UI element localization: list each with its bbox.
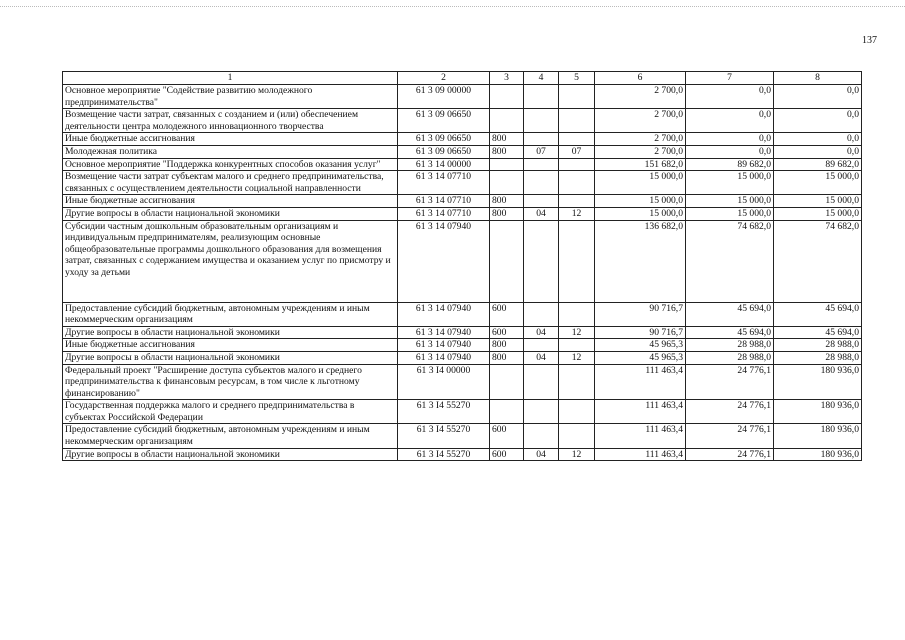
row-expense-type [490, 171, 524, 195]
scan-top-edge [0, 6, 905, 7]
row-target-code: 61 3 14 00000 [398, 158, 490, 171]
row-subsection: 12 [559, 207, 595, 220]
row-amount-col7: 15 000,0 [686, 171, 774, 195]
row-expense-type: 600 [490, 424, 524, 448]
row-amount-col6: 111 463,4 [595, 364, 686, 400]
row-amount-col8: 180 936,0 [774, 400, 862, 424]
row-target-code: 61 3 09 06650 [398, 145, 490, 158]
row-name: Другие вопросы в области национальной экономики [63, 448, 398, 461]
row-amount-col7: 89 682,0 [686, 158, 774, 171]
row-subsection [559, 171, 595, 195]
row-expense-type: 600 [490, 448, 524, 461]
row-amount-col7: 24 776,1 [686, 448, 774, 461]
row-amount-col7: 0,0 [686, 145, 774, 158]
row-amount-col7: 28 988,0 [686, 351, 774, 364]
row-amount-col8: 0,0 [774, 145, 862, 158]
row-amount-col8: 15 000,0 [774, 207, 862, 220]
row-amount-col8: 180 936,0 [774, 448, 862, 461]
column-header: 3 [490, 72, 524, 85]
row-amount-col6: 15 000,0 [595, 171, 686, 195]
row-amount-col7: 24 776,1 [686, 364, 774, 400]
table-row [63, 85, 862, 109]
row-amount-col6: 2 700,0 [595, 133, 686, 146]
row-target-code: 61 3 14 07940 [398, 326, 490, 339]
row-name: Иные бюджетные ассигнования [63, 133, 398, 146]
row-amount-col7: 28 988,0 [686, 339, 774, 352]
row-name: Субсидии частным дошкольным образовательным организациям и индивидуальным предпринимателям, реализующим основные общеобразовательные программы дошкольного образования для возмещения затрат, связанных с содержанием имущества и оказанием услуг по присмотру и уходу за детьми [63, 220, 398, 302]
row-name: Федеральный проект "Расширение доступа субъектов малого и среднего предпринимательства к финансовым ресурсам, в том числе к льготному финансированию" [63, 364, 398, 400]
row-amount-col8: 45 694,0 [774, 302, 862, 326]
row-amount-col7: 24 776,1 [686, 424, 774, 448]
row-amount-col6: 2 700,0 [595, 85, 686, 109]
row-subsection [559, 220, 595, 302]
row-name: Иные бюджетные ассигнования [63, 195, 398, 208]
row-expense-type: 800 [490, 207, 524, 220]
table-row [63, 207, 862, 220]
row-amount-col8: 45 694,0 [774, 326, 862, 339]
column-header: 7 [686, 72, 774, 85]
row-section [524, 85, 559, 109]
row-subsection [559, 158, 595, 171]
row-amount-col6: 15 000,0 [595, 207, 686, 220]
row-amount-col6: 136 682,0 [595, 220, 686, 302]
row-section [524, 220, 559, 302]
table-row [63, 195, 862, 208]
row-amount-col6: 111 463,4 [595, 448, 686, 461]
row-amount-col8: 180 936,0 [774, 364, 862, 400]
row-section [524, 400, 559, 424]
row-amount-col8: 0,0 [774, 85, 862, 109]
table-row [63, 448, 862, 461]
column-header: 1 [63, 72, 398, 85]
row-amount-col8: 0,0 [774, 133, 862, 146]
row-name: Другие вопросы в области национальной экономики [63, 207, 398, 220]
row-subsection [559, 302, 595, 326]
row-amount-col6: 2 700,0 [595, 145, 686, 158]
row-subsection [559, 400, 595, 424]
table-row [63, 109, 862, 133]
row-section: 04 [524, 207, 559, 220]
row-amount-col7: 15 000,0 [686, 195, 774, 208]
row-subsection: 07 [559, 145, 595, 158]
column-header: 6 [595, 72, 686, 85]
table-row [63, 158, 862, 171]
row-subsection [559, 133, 595, 146]
row-target-code: 61 3 09 06650 [398, 109, 490, 133]
row-name: Другие вопросы в области национальной экономики [63, 351, 398, 364]
row-section [524, 133, 559, 146]
row-section: 04 [524, 448, 559, 461]
row-section [524, 171, 559, 195]
row-amount-col6: 111 463,4 [595, 400, 686, 424]
row-subsection [559, 109, 595, 133]
row-target-code: 61 3 14 07710 [398, 171, 490, 195]
row-target-code: 61 3 I4 00000 [398, 364, 490, 400]
row-amount-col6: 45 965,3 [595, 351, 686, 364]
row-expense-type: 600 [490, 326, 524, 339]
column-header: 5 [559, 72, 595, 85]
table-row [63, 424, 862, 448]
row-amount-col8: 28 988,0 [774, 351, 862, 364]
row-subsection [559, 364, 595, 400]
row-amount-col7: 74 682,0 [686, 220, 774, 302]
row-amount-col8: 28 988,0 [774, 339, 862, 352]
row-section [524, 158, 559, 171]
table-row [63, 364, 862, 400]
row-expense-type: 800 [490, 145, 524, 158]
row-amount-col7: 15 000,0 [686, 207, 774, 220]
column-header: 8 [774, 72, 862, 85]
row-name: Государственная поддержка малого и среднего предпринимательства в субъектах Российской Федерации [63, 400, 398, 424]
row-expense-type [490, 109, 524, 133]
row-amount-col8: 15 000,0 [774, 171, 862, 195]
row-expense-type: 600 [490, 302, 524, 326]
row-amount-col8: 74 682,0 [774, 220, 862, 302]
column-header: 4 [524, 72, 559, 85]
row-amount-col6: 90 716,7 [595, 326, 686, 339]
row-expense-type [490, 400, 524, 424]
row-target-code: 61 3 14 07940 [398, 351, 490, 364]
row-target-code: 61 3 I4 55270 [398, 400, 490, 424]
row-amount-col8: 89 682,0 [774, 158, 862, 171]
row-amount-col8: 0,0 [774, 109, 862, 133]
row-amount-col6: 151 682,0 [595, 158, 686, 171]
table-row [63, 339, 862, 352]
row-target-code: 61 3 09 06650 [398, 133, 490, 146]
row-amount-col7: 0,0 [686, 85, 774, 109]
row-section [524, 364, 559, 400]
row-name: Иные бюджетные ассигнования [63, 339, 398, 352]
row-amount-col7: 24 776,1 [686, 400, 774, 424]
row-expense-type: 800 [490, 133, 524, 146]
row-amount-col8: 180 936,0 [774, 424, 862, 448]
table-row [63, 326, 862, 339]
row-subsection [559, 424, 595, 448]
row-amount-col6: 111 463,4 [595, 424, 686, 448]
row-target-code: 61 3 14 07710 [398, 207, 490, 220]
table-row [63, 220, 862, 302]
row-subsection [559, 195, 595, 208]
row-subsection [559, 339, 595, 352]
row-amount-col6: 2 700,0 [595, 109, 686, 133]
row-section [524, 195, 559, 208]
row-subsection: 12 [559, 326, 595, 339]
row-name: Предоставление субсидий бюджетным, автономным учреждениям и иным некоммерческим организациям [63, 302, 398, 326]
row-name: Возмещение части затрат, связанных с созданием и (или) обеспечением деятельности центра молодежного инновационного творчества [63, 109, 398, 133]
row-section: 04 [524, 351, 559, 364]
row-target-code: 61 3 14 07940 [398, 339, 490, 352]
row-section: 07 [524, 145, 559, 158]
row-expense-type [490, 85, 524, 109]
row-target-code: 61 3 14 07940 [398, 302, 490, 326]
row-section [524, 424, 559, 448]
table-row [63, 133, 862, 146]
row-name: Возмещение части затрат субъектам малого и среднего предпринимательства, связанных с осуществлением деятельности социальной направленности [63, 171, 398, 195]
row-expense-type [490, 158, 524, 171]
row-expense-type: 800 [490, 339, 524, 352]
row-target-code: 61 3 09 00000 [398, 85, 490, 109]
row-subsection: 12 [559, 351, 595, 364]
row-section: 04 [524, 326, 559, 339]
row-amount-col7: 0,0 [686, 133, 774, 146]
row-amount-col7: 45 694,0 [686, 302, 774, 326]
row-section [524, 109, 559, 133]
row-name: Молодежная политика [63, 145, 398, 158]
row-name: Основное мероприятие "Содействие развитию молодежного предпринимательства" [63, 85, 398, 109]
table-row [63, 145, 862, 158]
column-header: 2 [398, 72, 490, 85]
row-expense-type [490, 364, 524, 400]
page-number: 137 [862, 35, 877, 46]
budget-table [62, 71, 862, 461]
row-amount-col8: 15 000,0 [774, 195, 862, 208]
row-target-code: 61 3 14 07710 [398, 195, 490, 208]
row-amount-col6: 90 716,7 [595, 302, 686, 326]
row-target-code: 61 3 14 07940 [398, 220, 490, 302]
row-amount-col7: 45 694,0 [686, 326, 774, 339]
row-section [524, 339, 559, 352]
row-expense-type: 800 [490, 351, 524, 364]
row-target-code: 61 3 I4 55270 [398, 448, 490, 461]
row-expense-type [490, 220, 524, 302]
row-name: Другие вопросы в области национальной экономики [63, 326, 398, 339]
row-name: Основное мероприятие "Поддержка конкурентных способов оказания услуг" [63, 158, 398, 171]
table-row [63, 171, 862, 195]
row-expense-type: 800 [490, 195, 524, 208]
row-amount-col6: 45 965,3 [595, 339, 686, 352]
row-name: Предоставление субсидий бюджетным, автономным учреждениям и иным некоммерческим организациям [63, 424, 398, 448]
row-amount-col7: 0,0 [686, 109, 774, 133]
table-row [63, 400, 862, 424]
row-subsection [559, 85, 595, 109]
row-subsection: 12 [559, 448, 595, 461]
table-row [63, 302, 862, 326]
table-header-row [63, 72, 862, 85]
row-target-code: 61 3 I4 55270 [398, 424, 490, 448]
table-row [63, 351, 862, 364]
row-amount-col6: 15 000,0 [595, 195, 686, 208]
row-section [524, 302, 559, 326]
